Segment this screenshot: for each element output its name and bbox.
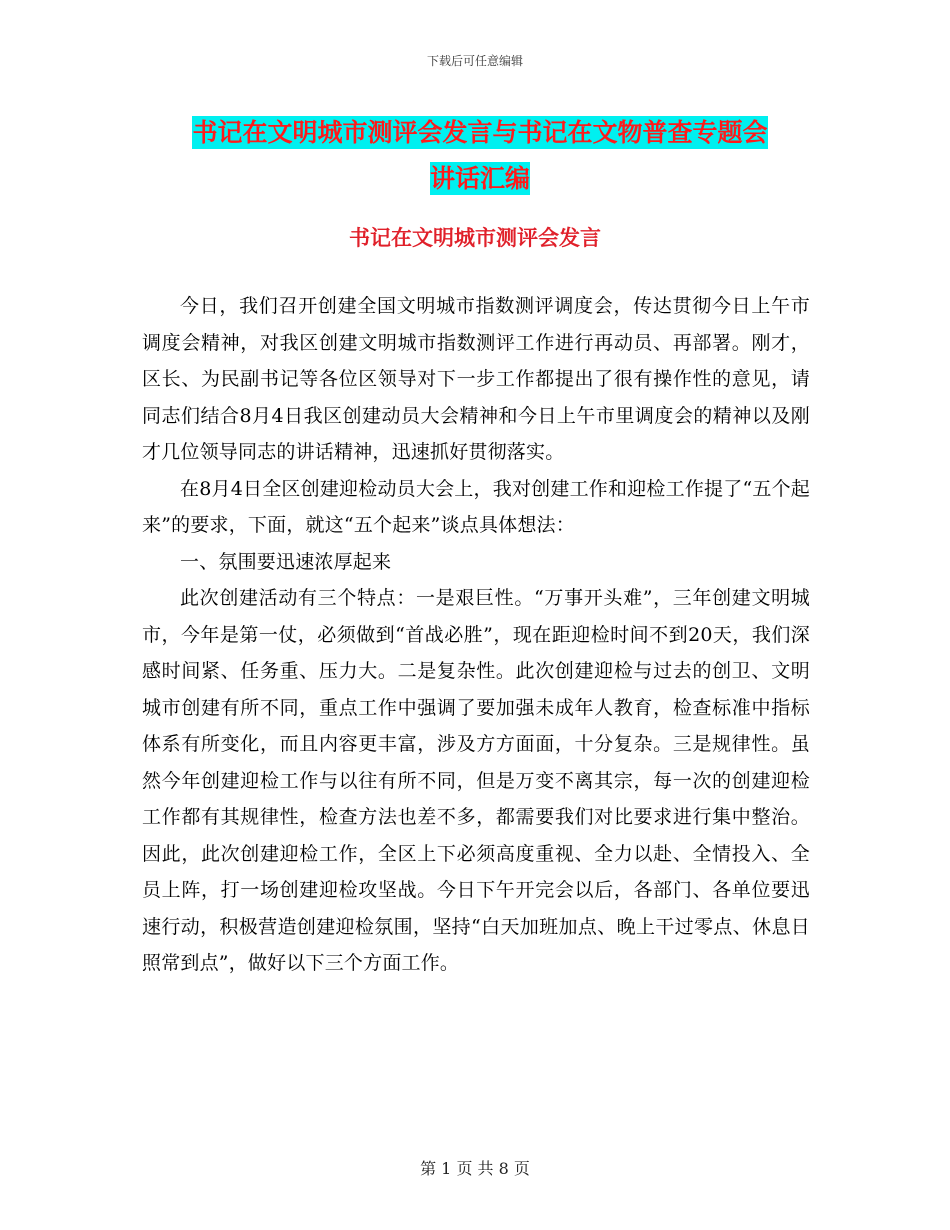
paragraph: 此次创建活动有三个特点：一是艰巨性。“万事开头难”，三年创建文明城市，今年是第一仗，必须做到“首战必胜”，现在距迎检时间不到20天，我们深感时间紧、任务重、压力大。二是复杂性。此次创建迎检与过去的创卫、文明城市创建有所不同，重点工作中强调了要加强未成年人教育，检查标准中指标体系有所变化，而且内容更丰富，涉及方方面面，十分复杂。三是规律性。虽然今年创建迎检工作与以往有所不同，但是万变不离其宗，每一次的创建迎检工作都有其规律性，检查方法也差不多，都需要我们对比要求进行集中整治。因此，此次创建迎检工作，全区上下必须高度重视、全力以赴、全情投入、全员上阵，打一场创建迎检攻坚战。今日下午开完会以后，各部门、各单位要迅速行动，积极营造创建迎检氛围，坚持“白天加班加点、晚上干过零点、休息日照常到点”，做好以下三个方面工作。 xyxy=(142,587,810,974)
document-body xyxy=(142,288,810,982)
page-number: 第 1 页 共 8 页 xyxy=(420,1159,530,1178)
paragraph: 在8月4日全区创建迎检动员大会上，我对创建工作和迎检工作提了“五个起来”的要求，下面，就这“五个起来”谈点具体想法： xyxy=(142,477,810,536)
paragraph: 今日，我们召开创建全国文明城市指数测评调度会，传达贯彻今日上午市调度会精神，对我区创建文明城市指数测评工作进行再动员、再部署。刚才，区长、为民副书记等各位区领导对下一步工作都提出了很有操作性的意见，请同志们结合8月4日我区创建动员大会精神和今日上午市里调度会的精神以及刚才几位领导同志的讲话精神，迅速抓好贯彻落实。 xyxy=(142,295,810,463)
header-note: 下载后可任意编辑 xyxy=(426,54,523,68)
section-title: 书记在文明城市测评会发言 xyxy=(349,226,601,250)
document-title xyxy=(150,110,810,202)
paragraph-heading: 一、氛围要迅速浓厚起来 xyxy=(180,550,392,573)
document-title-line-2: 讲话汇编 xyxy=(429,164,530,193)
document-title-line-1: 书记在文明城市测评会发言与书记在文物普查专题会 xyxy=(192,118,768,147)
